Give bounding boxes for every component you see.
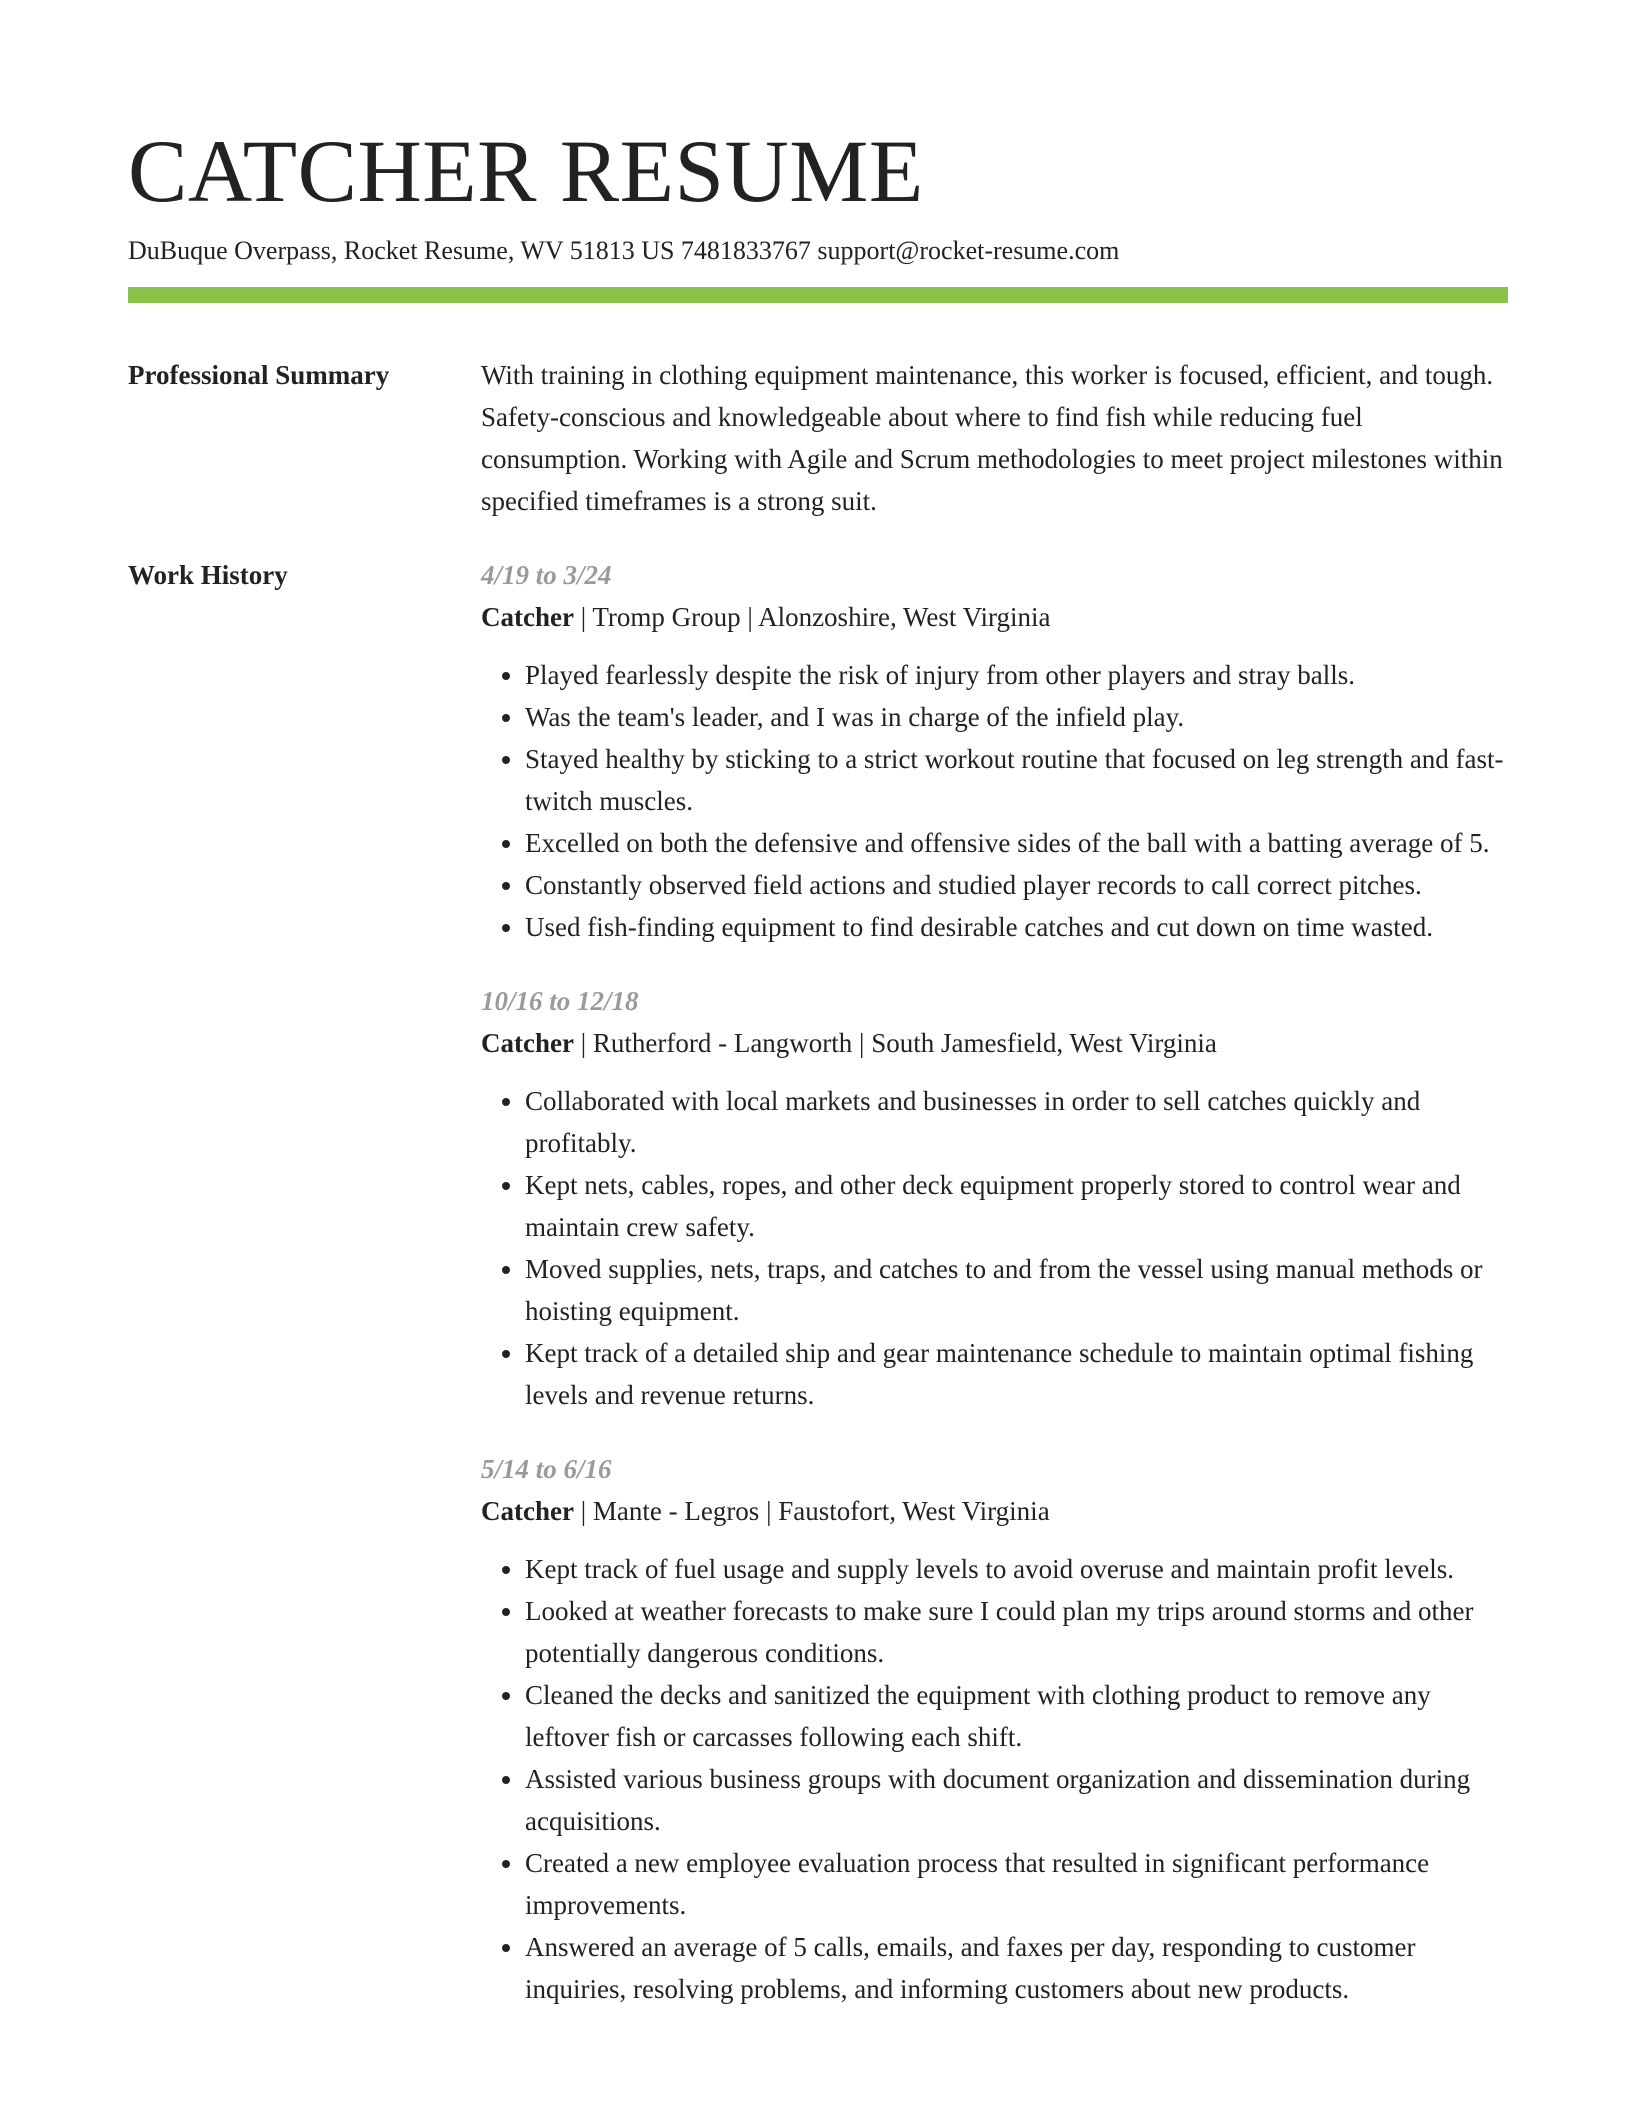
summary-body bbox=[481, 354, 1508, 522]
job-details: | Rutherford - Langworth | South Jamesfield, West Virginia bbox=[573, 1028, 1217, 1058]
bullet-item: • Answered an average of 5 calls, emails, and faxes per day, responding to customer inquiries, resolving problems, and informing customers about new products. bbox=[525, 1926, 1508, 2010]
job-dates: 10/16 to 12/18 bbox=[481, 986, 639, 1016]
job-title: Catcher bbox=[481, 602, 574, 632]
resume-name: CATCHER RESUME bbox=[128, 123, 924, 221]
job-dates: 4/19 to 3/24 bbox=[481, 560, 612, 590]
job-entry bbox=[481, 554, 1508, 948]
bullet-item: • Kept track of fuel usage and supply levels to avoid overuse and maintain profit levels. bbox=[525, 1548, 1508, 1590]
bullet-item: • Assisted various business groups with document organization and dissemination during acquisitions. bbox=[525, 1758, 1508, 1842]
bullet-item: • Excelled on both the defensive and offensive sides of the ball with a batting average of 5. bbox=[525, 822, 1508, 864]
bullet-item: • Kept nets, cables, ropes, and other deck equipment properly stored to control wear and maintain crew safety. bbox=[525, 1164, 1508, 1248]
job-dates: 5/14 to 6/16 bbox=[481, 1454, 612, 1484]
section-title: Professional Summary bbox=[128, 360, 390, 390]
accent-divider bbox=[128, 287, 1508, 303]
summary-section bbox=[128, 354, 1508, 522]
job-bullets bbox=[481, 1080, 1508, 1416]
bullet-item: • Used fish-finding equipment to find desirable catches and cut down on time wasted. bbox=[525, 906, 1508, 948]
summary-text: With training in clothing equipment maintenance, this worker is focused, efficient, and tough. Safety-conscious and knowledgeable about where to find fish while reducing fuel consumption. Working with Agile and Scrum methodologies to meet project milestones within specified timeframes is a strong suit. bbox=[481, 360, 1503, 516]
bullet-item: • Created a new employee evaluation process that resulted in significant performance improvements. bbox=[525, 1842, 1508, 1926]
job-details: | Mante - Legros | Faustofort, West Virginia bbox=[573, 1496, 1050, 1526]
bullet-item: • Was the team's leader, and I was in charge of the infield play. bbox=[525, 696, 1508, 738]
bullet-item: • Cleaned the decks and sanitized the equipment with clothing product to remove any leftover fish or carcasses following each shift. bbox=[525, 1674, 1508, 1758]
bullet-item: • Played fearlessly despite the risk of injury from other players and stray balls. bbox=[525, 654, 1508, 696]
bullet-item: • Moved supplies, nets, traps, and catches to and from the vessel using manual methods or hoisting equipment. bbox=[525, 1248, 1508, 1332]
job-heading bbox=[481, 596, 1508, 638]
job-title: Catcher bbox=[481, 1496, 574, 1526]
job-bullets bbox=[481, 1548, 1508, 2010]
bullet-item: • Kept track of a detailed ship and gear maintenance schedule to maintain optimal fishing levels and revenue returns. bbox=[525, 1332, 1508, 1416]
job-heading bbox=[481, 1022, 1508, 1064]
resume-page bbox=[128, 120, 1508, 2042]
bullet-item: • Stayed healthy by sticking to a strict workout routine that focused on leg strength and fast-twitch muscles. bbox=[525, 738, 1508, 822]
section-title: Work History bbox=[128, 560, 288, 590]
job-bullets bbox=[481, 654, 1508, 948]
job-title: Catcher bbox=[481, 1028, 574, 1058]
job-entry bbox=[481, 980, 1508, 1416]
job-entry bbox=[481, 1448, 1508, 2010]
work-history-body bbox=[481, 554, 1508, 2042]
work-history-section bbox=[128, 554, 1508, 2042]
job-details: | Tromp Group | Alonzoshire, West Virginia bbox=[573, 602, 1051, 632]
bullet-item: • Collaborated with local markets and businesses in order to sell catches quickly and profitably. bbox=[525, 1080, 1508, 1164]
bullet-item: • Constantly observed field actions and studied player records to call correct pitches. bbox=[525, 864, 1508, 906]
bullet-item: • Looked at weather forecasts to make sure I could plan my trips around storms and other potentially dangerous conditions. bbox=[525, 1590, 1508, 1674]
contact-line: DuBuque Overpass, Rocket Resume, WV 51813 US 7481833767 support@rocket-resume.com bbox=[128, 236, 1120, 265]
job-heading bbox=[481, 1490, 1508, 1532]
